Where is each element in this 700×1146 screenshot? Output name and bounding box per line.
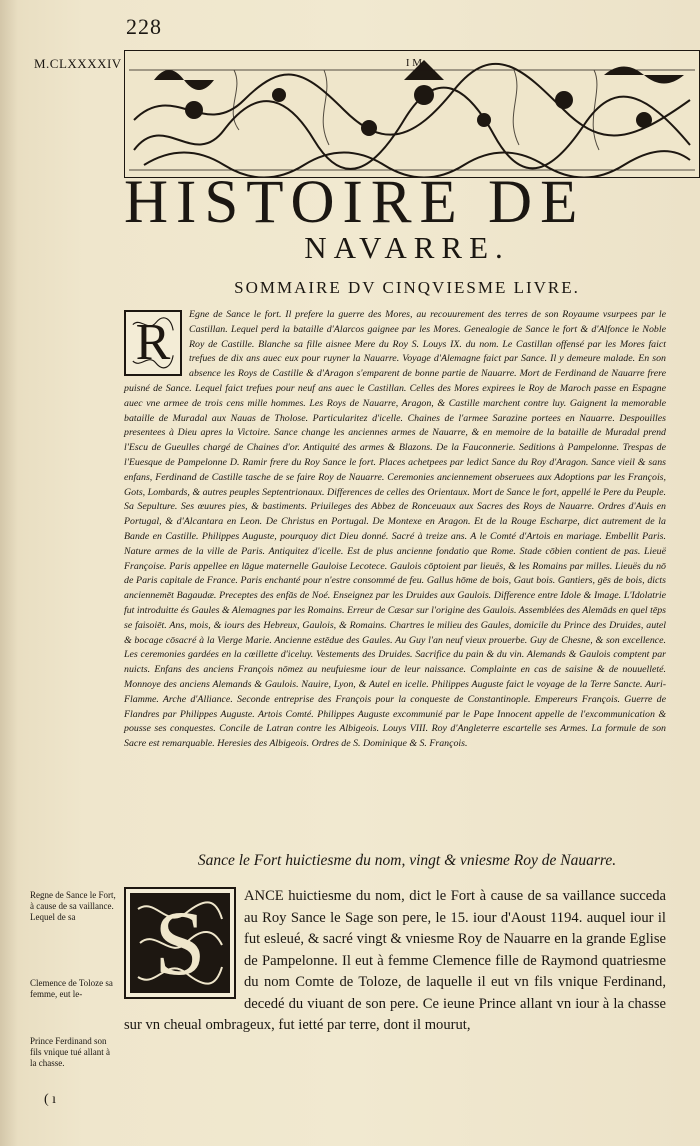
- summary-paragraph: [124, 308, 666, 752]
- summary-drop-cap-letter: R: [135, 314, 171, 371]
- decorative-headpiece: [124, 50, 700, 178]
- body-paragraph: [124, 886, 666, 1037]
- headpiece-engraving: [124, 50, 700, 178]
- headpiece-initials: I M: [405, 57, 423, 69]
- summary-text: Egne de Sance le fort. Il prefere la guerre des Mores, au recouurement des terres de son Royaume vsurpees par le Castillan. Lequel perd la bataille d'Alarcos gaignee par les Mores. Genealogie de Sance le fort & d'Alfonce le Noble Roy de Castille. Blanche sa fille aisnee Mere du Roy S. Louys IX. du nom. Le Castillan offensé par les Mores faict trefues de dix ans auec eux pour ruyner la Nauarre. Voyage d'Alemagne faict par Sance. Il y demeure malade. En son absence les Roys de Castille & d'Aragon s'emparent de bonne partie de Nauarre. Mort de Ferdinand de Nauarre frere puisné de Sance. Lequel faict trefues pour neuf ans auec le Castillan. Celles des Mores expirees le Roy de Maroch passe en Espagne auec vne armee de trois cens mille hommes. Les Roys de Nauarre, Aragon, & Castille marchent contre luy. Gaignent la memorable bataille de Muradal aux Nauas de Tholose. Particularitez d'icelle. Chaines de l'armee Sarazine portees en Nauarre. Despouilles presentees à Dieu apres la Victoire. Sance change les anciennes armes de Nauarre, & en memoire de la bataille de Muradal prend l'Escu de Gueulles chargé de Chaines d'or. Antiquité des armes & Blazons. De la Fauconnerie. Seditions à Pampelonne. Trespas de l'Euesque de Pampelonne D. Ramir frere du Roy Sance le fort. Places achetpees par ledict Sance du Roy d'Aragon. Sance vieil & sans enfans, Ferdinand de Castille tasche de se faire Roy de Nauarre. Ceremonies anciennement obseruees aux Adoptions par les François, Gots, Lombards, & autres peuples Septentrionaux. Differences de celles des Orientaux. Mort de Sance le fort, appellé le Pere du Peuple. Sa Sepulture. Ses œuures pies, & bastiments. Priuileges des Abbez de Ronceuaux aux Sacres des Roys de Nauarre. Ordres d'Auis en Portugal, & d'Alcantara en Leon. De Christus en Portugal. De Montexe en Aragon. Et de la Rouge Escharpe, dict autrement de la Bande en Castille. Philippes Auguste, pourquoy dict Dieu donné. Sacré à treize ans. A le Comté d'Artois en mariage. Embellit Paris. Nature armes de la ville de Paris. Antiquitez d'icelle. Est de plus ancienne fondatio que Rome. Stade cōbien contient de pas. Lieuë Françoise. Paris appellee en lāgue maternelle Gauloise Lecotece. Gaulois cōptoient par lieuës, & les Romains par milles. Lieuës du nō de Paris capitale de France. Paris enchanté pour n'estre consommé de feu. Gallus hōme de bois, Gaut bois. Gantiers, gēs de bois, dicts anciennemēt Bagaudæ. Preceptes des enfās de Noé. Enseignez par les Druides aux Gaulois. Difference entre Idole & Image. L'Idolatrie fut introduitte és Gaules & Alemagnes par les Romains. Erreur de Cæsar sur l'origine des Gaulois. Assemblées des Alemāds en quel tēps se faisoiēt. Ans, mois, & iours des Hebreux, Gaulois, & Romains. Chartres le milieu des Gaules, domicile du Prince des Druides, autel & bocage cōsacré à la Vierge Marie. Ancienne estēdue des Gaules. Au Guy l'an neuf vieux prouerbe. Guy de Chesne, & son excellence. Les ceremonies gardées en la cœillette d'iceluy. Vestements des Druides. Sacrifice du pain & du vin. Alemands & Gaulois comptent par nuicts. Enfans des anciens François nōmez au neufuiesme iour de leur naissance. Complainte en cas de saisine & de nouuelleté. Monnoye des anciens Alemands & Gaulois. Nauire, Lyon, & Autel en icelle. Philippes Auguste faict le voyage de la Terre Sancte. Auri-Flamme. Arche d'Alliance. Seconde entreprise des François pour la conqueste de Constantinople. Empereurs François. Guerre de Flandres par Philippes Auguste. Artois Comté. Philippes Auguste excommunié par le Pape Innocent appelle de l'excommunication & pousse ses conquestes. Concile de Latran contre les Albigeois. Louys VIII. Roy d'Angleterre escartelle ses Armes. La formule de son Sacre est remarquable. Heresies des Albigeois. Ordres de S. Dominique & S. François.: [124, 309, 666, 750]
- page-number: 228: [126, 14, 162, 39]
- year-marginal-note: M.CLXXXXIV: [34, 56, 122, 71]
- body-drop-cap-letter: S: [154, 892, 206, 994]
- main-title: HISTOIRE DE: [124, 169, 586, 236]
- summary-heading: SOMMAIRE DV CINQVIESME LIVRE.: [234, 278, 580, 297]
- stray-ink-mark: ( ı: [44, 1092, 57, 1107]
- margin-note-reign: Regne de Sance le Fort, à cause de sa vaillance. Lequel de sa: [30, 890, 116, 922]
- summary-drop-cap: [124, 310, 182, 376]
- body-drop-cap: [124, 887, 236, 999]
- subtitle: NAVARRE.: [304, 230, 510, 265]
- body-text: ANCE huictiesme du nom, dict le Fort à cause de sa vaillance succeda au Roy Sance le Sage son pere, le 15. iour d'Aoust 1194. auquel iour il fut esleué, & sacré vingt & vniesme Roy de Nauarre en la grande Eglise de Pampelonne. Il eut à femme Clemence fille de Raymond quatriesme du nom Comte de Toloze, de laquelle il eut vn fils vnique Ferdinand, decedé du viuant de son pere. Ce ieune Prince allant vn iour à la chasse sur vn cheual ombrageux, fut ietté par terre, dont il mourut,: [124, 888, 666, 1033]
- margin-note-clemence: Clemence de Toloze sa femme, eut le-: [30, 978, 113, 999]
- margin-note-ferdinand: Prince Ferdinand son fils vnique tué allant à la chasse.: [30, 1036, 110, 1068]
- king-heading: Sance le Fort huictiesme du nom, vingt & vniesme Roy de Nauarre.: [197, 852, 617, 869]
- page-gutter-shadow: [0, 0, 18, 1146]
